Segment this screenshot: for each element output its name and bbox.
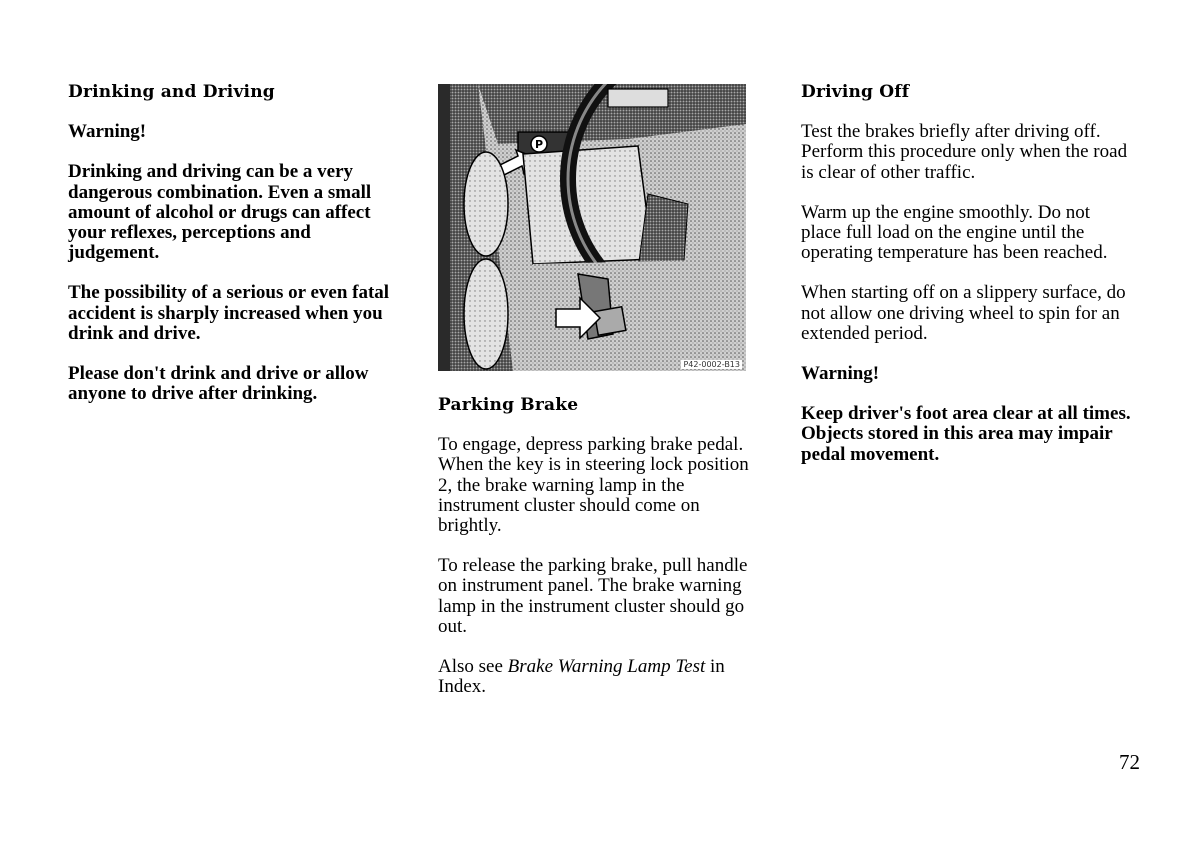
- parking-brake-symbol: P: [534, 138, 544, 151]
- see-also-suffix: in Index.: [438, 656, 725, 698]
- see-also-prefix: Also see: [438, 656, 508, 678]
- parking-brake-paragraph-2: To release the parking brake, pull handle on instrument panel. The brake warning lamp in the instrument cluster should go out.: [438, 555, 748, 637]
- left-warning-paragraph-1: Drinking and driving can be a very dangerous combination. Even a small amount of alcohol or drugs can affect your reflexes, perceptions and judgement.: [68, 161, 372, 264]
- parking-brake-drawing: [438, 84, 746, 371]
- left-warning-paragraph-2: The possibility of a serious or even fatal accident is sharply increased when you drink and drive.: [68, 282, 390, 344]
- driving-off-paragraph-3: When starting off on a slippery surface, do not allow one driving wheel to spin for an extended period.: [801, 282, 1126, 344]
- page-number: 72: [1119, 750, 1140, 774]
- left-warning-label: Warning!: [68, 121, 147, 143]
- right-warning-text: Keep driver's foot area clear at all times. Objects stored in this area may impair pedal movement.: [801, 403, 1131, 465]
- right-column: [801, 82, 1131, 465]
- brake-warning-lamp-test-reference: Brake Warning Lamp Test: [507, 656, 706, 678]
- parking-brake-paragraph-3: [438, 657, 758, 697]
- figure-code: P42-0002-B13: [683, 360, 740, 369]
- driving-off-heading: Driving Off: [801, 82, 910, 102]
- left-column: [68, 82, 398, 404]
- parking-brake-heading: Parking Brake: [438, 395, 579, 415]
- left-warning-paragraph-3: Please don't drink and drive or allow anyone to drive after drinking.: [68, 363, 369, 405]
- middle-column: [438, 82, 758, 697]
- right-warning-label: Warning!: [801, 363, 880, 385]
- driving-off-paragraph-1: Test the brakes briefly after driving off. Perform this procedure only when the road is clear of other traffic.: [801, 121, 1128, 183]
- driving-off-paragraph-2: Warm up the engine smoothly. Do not place full load on the engine until the operating temperature has been reached.: [801, 201, 1108, 264]
- parking-brake-illustration: [438, 84, 746, 371]
- parking-brake-paragraph-1: To engage, depress parking brake pedal. When the key is in steering lock position 2, the brake warning lamp in the instrument cluster should come on brightly.: [438, 434, 749, 537]
- drinking-driving-heading: Drinking and Driving: [68, 82, 275, 102]
